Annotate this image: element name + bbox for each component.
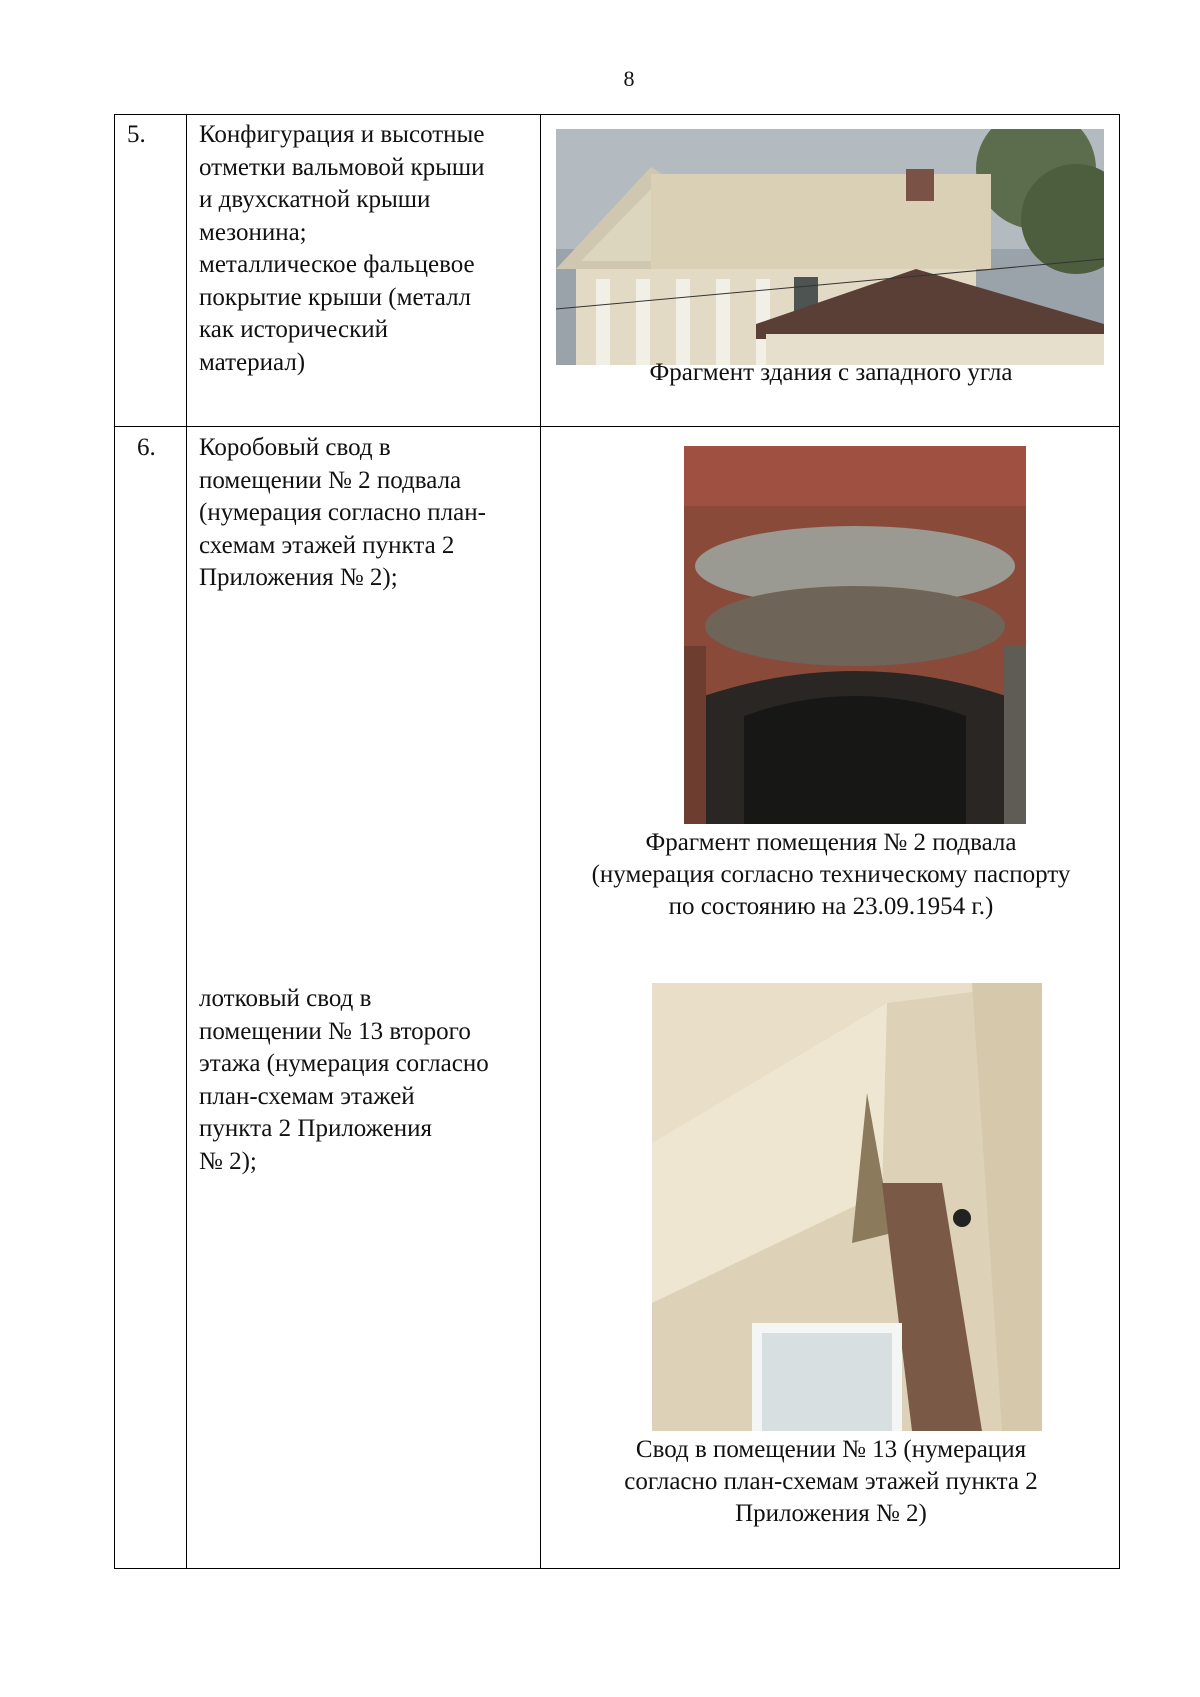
row-description: Коробовый свод в помещении № 2 подвала (нумерация согласно план- схемам этажей пункта 2 Приложения № 2); — [199, 434, 486, 591]
photo-caption: Свод в помещении № 13 (нумерация согласно план-схемам этажей пункта 2 Приложения № 2) — [624, 1436, 1038, 1527]
photo-caption: Фрагмент здания с западного угла — [649, 359, 1013, 386]
photo-caption: Фрагмент помещения № 2 подвала (нумерация согласно техническому паспорту по состоянию на 23.09.1954 г.) — [591, 829, 1071, 920]
page-number: 8 — [623, 66, 635, 91]
heritage-table — [114, 114, 1120, 1569]
row-description: лотковый свод в помещении № 13 второго этажа (нумерация согласно план-схемам этажей пункта 2 Приложения № 2); — [199, 985, 489, 1175]
building-facade-photo — [556, 129, 1104, 365]
vaulted-ceiling-photo — [652, 983, 1042, 1431]
row-divider — [115, 426, 1119, 427]
basement-vault-photo — [684, 446, 1026, 824]
row-number: 5. — [127, 121, 146, 148]
column-divider — [186, 115, 187, 1568]
row-description: Конфигурация и высотные отметки вальмовой крыши и двухскатной крыши мезонина; металлическое фальцевое покрытие крыши (металл как исторический материал) — [199, 121, 485, 376]
row-number: 6. — [137, 434, 156, 461]
